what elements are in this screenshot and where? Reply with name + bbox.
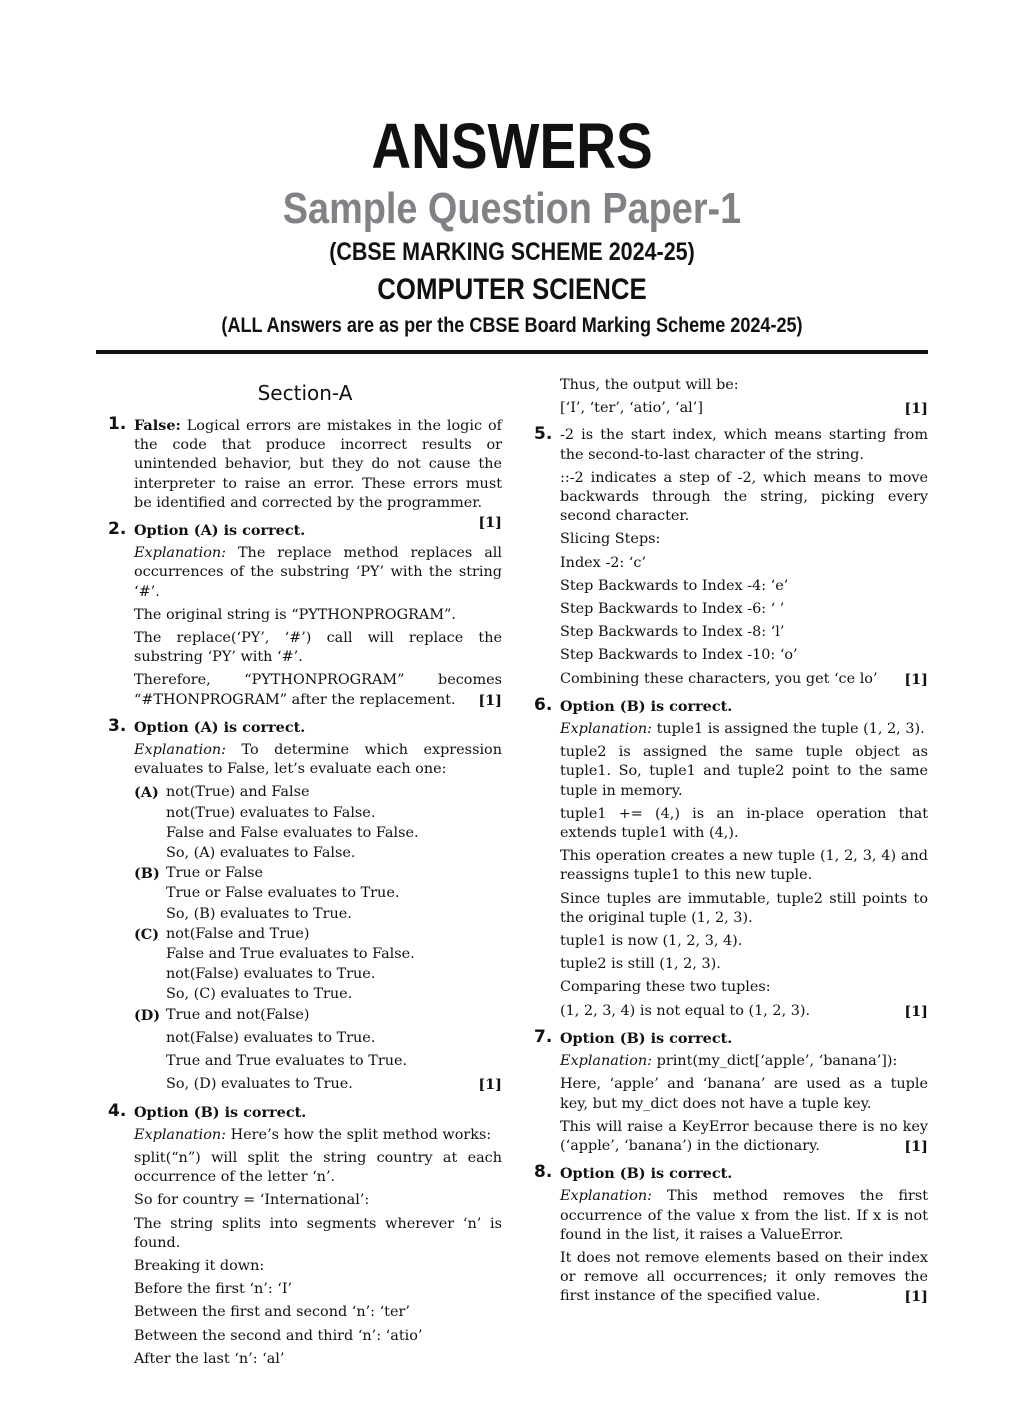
mark: [1] (478, 1076, 502, 1094)
explanation-text: The replace method replaces all occurrences of the substring ‘PY’ with the string ‘#’. (134, 545, 502, 600)
option-line: not(True) evaluates to False. (166, 804, 376, 821)
option-line: True or False evaluates to True. (166, 885, 400, 902)
explanation-line: Between the first and second ‘n’: ‘ter’ (134, 1304, 410, 1321)
explanation-line-text: (1, 2, 3, 4) is not equal to (1, 2, 3). (560, 1002, 811, 1019)
correct-option: Option (B) is correct. (134, 1103, 307, 1121)
explanation-line-text: It does not remove elements based on their index or remove all occurrences; it only removes the first instance of the specified value. (560, 1249, 928, 1305)
question-number: 6. (534, 694, 553, 715)
explanation-line: Since tuples are immutable, tuple2 still points to the original tuple (1, 2, 3). (560, 890, 928, 926)
option-line (166, 1075, 502, 1094)
option-line: False and False evaluates to False. (166, 824, 419, 841)
question-number: 1. (108, 414, 127, 434)
answer-3 (108, 715, 502, 1095)
explanation-text: tuple1 is assigned the tuple (1, 2, 3). (652, 721, 925, 738)
explanation-text: Here’s how the split method works: (226, 1126, 492, 1143)
explanation-label: Explanation: (560, 1053, 653, 1070)
explanation-line (560, 1002, 928, 1021)
left-column (108, 376, 502, 1377)
mark: [1] (904, 400, 928, 418)
question-number: 3. (108, 715, 127, 736)
page-header (0, 108, 1024, 340)
option-line: True and True evaluates to True. (166, 1053, 408, 1070)
answer-7 (534, 1026, 928, 1156)
explanation (560, 1052, 928, 1071)
subject-title: COMPUTER SCIENCE (377, 273, 647, 306)
mark: [1] (904, 1002, 928, 1020)
explanation-line (560, 1249, 928, 1307)
explanation-line: Breaking it down: (134, 1257, 265, 1274)
explanation-text: To determine which expression evaluates to False, let’s evaluate each one: (134, 742, 502, 778)
explanation-line: ::-2 indicates a step of -2, which means to move backwards through the string, picking every second character. (560, 469, 928, 525)
question-number: 8. (534, 1162, 553, 1183)
option-line: So, (A) evaluates to False. (166, 845, 356, 862)
explanation-line: tuple2 is still (1, 2, 3). (560, 956, 721, 973)
explanation-line-text: This will raise a KeyError because there is no key (‘apple’, ‘banana’) in the dictionary. (560, 1118, 928, 1154)
option-line: not(True) and False (166, 784, 310, 801)
explanation-line (134, 671, 502, 709)
explanation-line: Step Backwards to Index -6: ‘ ’ (560, 601, 785, 618)
correct-option: Option (A) is correct. (134, 718, 306, 736)
explanation-text: print(my_dict[‘apple’, ‘banana’]): (652, 1053, 898, 1070)
question-number: 7. (534, 1026, 553, 1047)
answer-4 (108, 1100, 502, 1369)
explanation-line: tuple1 is now (1, 2, 3, 4). (560, 933, 743, 950)
option-d-block (134, 1006, 502, 1095)
answer-8 (534, 1164, 928, 1306)
explanation-label: Explanation: (560, 721, 653, 738)
correct-option: Option (B) is correct. (560, 1165, 733, 1183)
mark: [1] (904, 1288, 928, 1306)
explanation-line: So for country = ‘International’: (134, 1192, 370, 1209)
explanation-line: Slicing Steps: (560, 531, 661, 548)
mark: [1] (478, 691, 502, 709)
explanation-line: This operation creates a new tuple (1, 2, 3, 4) and reassigns tuple1 to this new tuple. (560, 848, 928, 884)
option-line: False and True evaluates to False. (166, 946, 415, 963)
explanation-label: Explanation: (134, 1126, 227, 1143)
paper-title: Sample Question Paper-1 (282, 184, 742, 233)
explanation-line (560, 1118, 928, 1156)
explanation-text: This method removes the first occurrence of the value x from the list. If x is not found in the list, it raises a ValueError. (560, 1188, 928, 1243)
answers-note: (ALL Answers are as per the CBSE Board Marking Scheme 2024-25) (221, 314, 803, 337)
option-b-block (134, 864, 502, 924)
explanation-line: Here, ‘apple’ and ‘banana’ are used as a tuple key, but my_dict does not have a tuple key. (560, 1076, 928, 1112)
explanation-line: The replace(‘PY’, ‘#’) call will replace the substring ‘PY’ with ‘#’. (134, 630, 502, 666)
option-label: (A) (134, 784, 159, 802)
explanation-line (560, 399, 928, 418)
option-line: So, (B) evaluates to True. (166, 905, 352, 922)
option-a-block (134, 783, 502, 863)
explanation (560, 1187, 928, 1245)
option-line-text: So, (D) evaluates to True. (166, 1076, 353, 1093)
explanation-line: After the last ‘n’: ‘al’ (134, 1350, 285, 1367)
option-label: (D) (134, 1006, 161, 1024)
explanation (560, 720, 928, 739)
question-number: 4. (108, 1100, 127, 1121)
explanation-line: tuple2 is assigned the same tuple object as tuple1. So, tuple1 and tuple2 point to the same tuple in memory. (560, 744, 928, 799)
option-line: True and not(False) (166, 1006, 310, 1023)
option-c-block (134, 925, 502, 1005)
explanation-line: The original string is “PYTHONPROGRAM”. (134, 606, 456, 623)
explanation-line: Index -2: ‘c’ (560, 554, 647, 571)
header-divider (96, 350, 928, 354)
explanation-line: -2 is the start index, which means starting from the second-to-last character of the string. (560, 427, 928, 463)
mark: [1] (904, 670, 928, 688)
section-title: Section-A (257, 381, 353, 405)
answers-title: ANSWERS (371, 110, 653, 182)
explanation-label: Explanation: (560, 1188, 653, 1205)
explanation-line: Before the first ‘n’: ‘I’ (134, 1281, 293, 1298)
explanation-line: split(“n”) will split the string country at each occurrence of the letter ‘n’. (134, 1149, 502, 1186)
option-line: True or False (166, 865, 264, 882)
right-column (534, 376, 928, 1315)
mark: [1] (904, 1137, 928, 1155)
correct-option: Option (B) is correct. (560, 697, 733, 715)
option-line: not(False and True) (166, 925, 310, 942)
question-number: 5. (534, 424, 553, 445)
explanation-line: Comparing these two tuples: (560, 979, 771, 996)
output-list: [‘I’, ‘ter’, ‘atio’, ‘al’] (560, 400, 703, 417)
option-line: not(False) evaluates to True. (166, 966, 376, 983)
correct-option: Option (B) is correct. (560, 1029, 733, 1047)
explanation-label: Explanation: (134, 742, 227, 759)
option-label: (C) (134, 925, 160, 943)
question-number: 2. (108, 519, 127, 540)
mark: [1] (478, 514, 502, 532)
answer-lead: False: (134, 417, 181, 434)
explanation-line: The string splits into segments wherever ‘n’ is found. (134, 1215, 502, 1251)
explanation (134, 1126, 502, 1145)
answer-5 (534, 426, 928, 688)
option-label: (B) (134, 865, 160, 883)
option-line: So, (C) evaluates to True. (166, 986, 353, 1003)
answer-6 (534, 694, 928, 1021)
explanation-line: Step Backwards to Index -8: ‘l’ (560, 624, 785, 641)
explanation-line-text: Therefore, “PYTHONPROGRAM” becomes “#THONPROGRAM” after the replacement. (134, 672, 502, 708)
explanation-line (560, 670, 928, 689)
explanation-line: Step Backwards to Index -4: ‘e’ (560, 577, 789, 594)
explanation-line: tuple1 += (4,) is an in-place operation that extends tuple1 with (4,). (560, 805, 928, 842)
option-line: not(False) evaluates to True. (166, 1029, 376, 1046)
explanation-line: Between the second and third ‘n’: ‘atio’ (134, 1327, 423, 1344)
answer-4-continued (534, 376, 928, 418)
explanation-line-text: Combining these characters, you get ‘ce lo’ (560, 670, 878, 687)
answer-2 (108, 521, 502, 710)
explanation-label: Explanation: (134, 545, 227, 562)
marking-scheme-title: (CBSE MARKING SCHEME 2024-25) (329, 238, 695, 266)
explanation-line: Step Backwards to Index -10: ‘o’ (560, 647, 798, 664)
explanation (134, 741, 502, 779)
correct-option: Option (A) is correct. (134, 522, 306, 540)
explanation (134, 544, 502, 602)
explanation-line: Thus, the output will be: (560, 377, 739, 393)
answer-body: Logical errors are mistakes in the logic of the code that produce incorrect results or unintended behavior, but they do not cause the interpreter to raise an error. These errors must be identified and corrected by the programmer. (134, 418, 502, 511)
